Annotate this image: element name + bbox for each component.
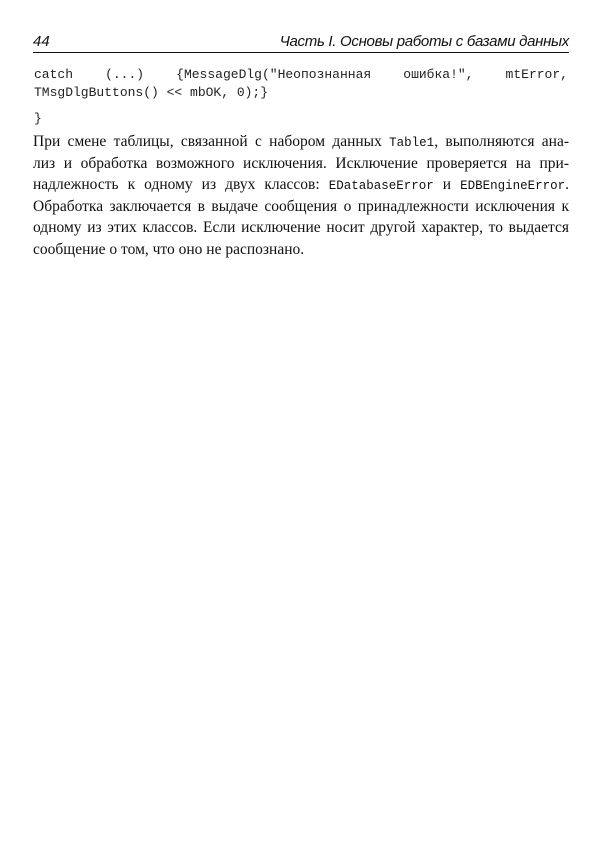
- code-token: ошибка!",: [403, 67, 474, 82]
- paragraph-line: одному из этих классов. Если исключение носит другой характер, то выдается: [33, 219, 569, 236]
- code-token: (...): [105, 67, 145, 82]
- code-line-catch: [34, 66, 568, 84]
- text-run: надлежность к одному из двух классов:: [33, 176, 329, 193]
- paragraph-line: Обработка заключается в выдаче сообщения о принадлежности исключения к: [33, 197, 569, 215]
- inline-code-table1: Table1: [389, 136, 435, 150]
- code-line-buttons: TMsgDlgButtons() << mbOK, 0);}: [34, 84, 269, 100]
- code-gap: [34, 101, 568, 110]
- code-token: catch: [34, 67, 74, 82]
- code-listing: [34, 66, 568, 128]
- text-run: При смене таблицы, связанной с набором данных: [33, 133, 390, 150]
- text-run: , выполняются ана-: [434, 133, 570, 150]
- running-head: [33, 30, 569, 53]
- body-paragraph: [33, 131, 569, 260]
- code-token: {MessageDlg("Неопознанная: [176, 67, 372, 82]
- page-number: 44: [33, 33, 50, 50]
- text-run: .: [565, 176, 569, 193]
- text-run: и: [433, 176, 461, 193]
- inline-code-edbengineerror: EDBEngineError: [460, 179, 566, 193]
- paragraph-line: [33, 131, 569, 153]
- paragraph-line: сообщение о том, что оно не распознано.: [33, 240, 305, 258]
- code-token: mtError,: [505, 67, 568, 82]
- inline-code-edatabaseerror: EDatabaseError: [328, 179, 434, 193]
- paragraph-line: лиз и обработка возможного исключения. Исключение проверяется на при-: [33, 154, 569, 172]
- chapter-title: Часть I. Основы работы с базами данных: [279, 33, 569, 50]
- paragraph-line: [33, 174, 569, 196]
- code-line-closing-brace: }: [34, 111, 42, 126]
